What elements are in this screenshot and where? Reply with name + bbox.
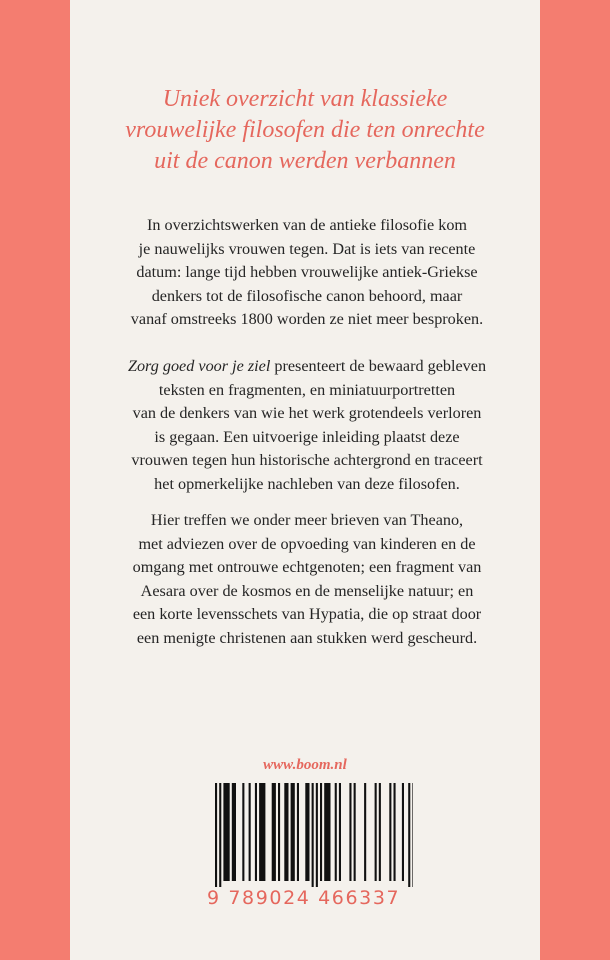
publisher-url[interactable]: www.boom.nl [263,757,347,773]
tagline-line: uit de canon werden verbannen [154,148,456,174]
text-line: een korte levensschets van Hypatia, die op straat door [132,605,482,623]
text-line: vanaf omstreeks 1800 worden ze niet meer besproken. [130,310,484,328]
barcode-bar [232,783,236,881]
barcode-bar [215,783,217,887]
barcode-bar [278,783,280,881]
barcode-bar [272,783,276,881]
text-line: het opmerkelijke nachleben van deze filosofen. [154,474,460,493]
barcode-bar [249,783,251,881]
barcode-bar [394,783,396,881]
text-line: denkers tot de filosofische canon behoord, maar [151,286,463,305]
text-line: omgang met ontrouwe echtgenoten; een fragment van [132,558,482,576]
paragraph-contents [108,509,506,650]
barcode-bar [402,783,404,881]
text-line: je nauwelijks vrouwen tegen. Dat is iets van recente [138,239,476,258]
tagline-line: Uniek overzicht van klassieke [162,86,448,112]
text-line: een menigte christenen aan stukken werd gescheurd. [136,628,478,647]
barcode-bar [305,783,309,881]
barcode-bar [389,783,391,881]
barcode-bar [354,783,356,881]
barcode-bar [219,783,221,887]
barcode-bar [255,783,257,881]
text-line: Hier treffen we onder meer brieven van Theano, [150,511,464,529]
barcode-bar [312,783,314,887]
text-line: In overzichtswerken van de antieke filosofie kom [146,216,468,234]
barcode-bars [201,783,413,887]
tagline-line: vrouwelijke filosofen die ten onrechte [125,117,485,143]
barcode-bar [335,783,337,881]
barcode-bar [364,783,366,881]
barcode-bar [379,783,381,881]
tagline [70,84,540,177]
barcode-bar [223,783,229,881]
text-line: van de denkers van wie het werk grotendeels verloren [132,404,482,422]
barcode [201,783,413,925]
paragraph-book [108,355,506,496]
barcode-bar [259,783,265,881]
barcode-bar [297,783,299,881]
text-line: vrouwen tegen hun historische achtergrond en traceert [131,451,483,469]
text-line: Aesara over de kosmos en de menselijke natuur; en [140,581,474,600]
barcode-bar [320,783,322,881]
text-line-rest: presenteert de bewaard gebleven [270,357,487,375]
barcode-bar [339,783,341,881]
barcode-bar [408,783,410,887]
barcode-bar [316,783,318,887]
book-title: Zorg goed voor je ziel [127,357,271,375]
paragraph-intro [108,214,506,332]
barcode-bar [242,783,244,881]
barcode-bar [375,783,377,881]
text-line [108,355,506,379]
barcode-bar [324,783,330,881]
text-line: met adviezen over de opvoeding van kinderen en de [138,534,476,553]
back-cover [70,0,540,960]
text-line: teksten en fragmenten, en miniatuurportretten [158,380,456,399]
barcode-bar [349,783,351,881]
text-line: is gegaan. Een uitvoerige inleiding plaatst deze [154,427,460,446]
barcode-bar [284,783,288,881]
barcode-bar [291,783,295,881]
isbn-number: 9 789024 466337 [207,887,401,909]
barcode-bar [412,783,413,887]
text-line: datum: lange tijd hebben vrouwelijke antiek-Griekse [136,263,478,281]
